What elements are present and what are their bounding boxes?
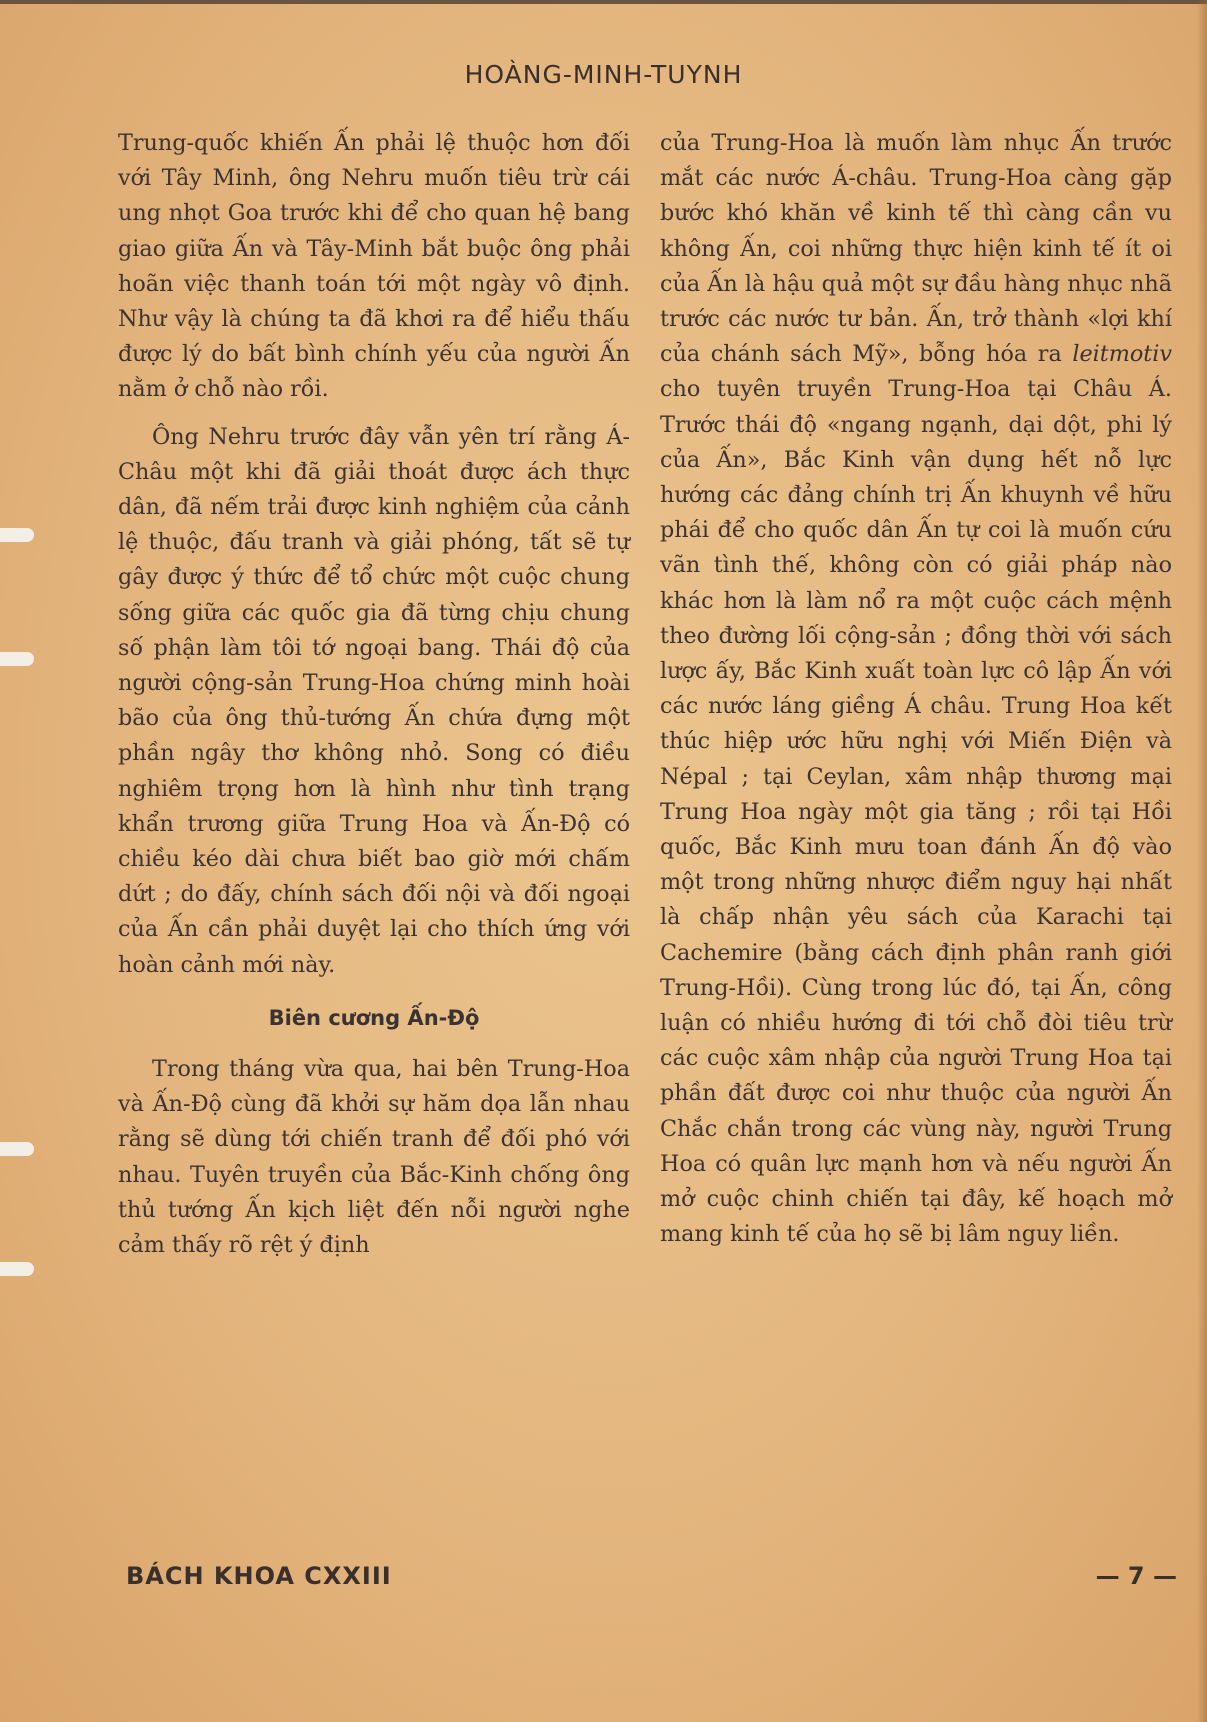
binding-hole (0, 528, 34, 542)
paragraph-text: của Trung-Hoa là muốn làm nhục Ấn trước mắt các nước Á-châu. Trung-Hoa càng gặp bước khó khăn về kinh tế thì càng cần vu không Ấn, coi những thực hiện kinh tế ít oi của Ấn là hậu quả một sự đầu hàng nhục nhã trước các nước tư bản. Ấn, trở thành «lợi khí của chánh sách Mỹ», bỗng hóa ra (660, 130, 1172, 368)
paragraph (660, 126, 1172, 1253)
left-column (118, 126, 630, 1263)
italic-term: leitmotiv (1072, 341, 1172, 368)
top-border-rule (0, 0, 1207, 4)
paragraph-text: cho tuyên truyền Trung-Hoa tại Châu Á. Trước thái độ «ngang ngạnh, dại dột, phi lý của Ấn», Bắc Kinh vận dụng hết nỗ lực hướng các đảng chính trị Ấn khuynh về hữu phái để cho quốc dân Ấn tự coi là muốn cứu vãn tình thế, không còn có giải pháp nào khác hơn là làm nổ ra một cuộc cách mệnh theo đường lối cộng-sản ; đồng thời với sách lược ấy, Bắc Kinh xuất toàn lực cô lập Ấn với các nước láng giềng Á châu. Trung Hoa kết thúc hiệp ước hữu nghị với Miến Điện và Népal ; tại Ceylan, xâm nhập thương mại Trung Hoa ngày một gia tăng ; rồi tại Hồi quốc, Bắc Kinh mưu toan đánh Ấn độ vào một trong những nhược điểm nguy hại nhất là chấp nhận yêu sách của Karachi tại Cachemire (bằng cách định phân ranh giới Trung-Hồi). Cùng trong lúc đó, tại Ấn, công luận có nhiều hướng đi tới chỗ đòi tiêu trừ các cuộc xâm nhập của người Trung Hoa tại phần đất được coi như thuộc của người Ấn Chắc chắn trong các vùng này, người Trung Hoa có quân lực mạnh hơn và nếu người Ấn mở cuộc chinh chiến tại đây, kế hoạch mở mang kinh tế của họ sẽ bị lâm nguy liền. (660, 376, 1172, 1248)
binding-hole (0, 652, 34, 666)
binding-hole (0, 1142, 34, 1156)
publication-footer: BÁCH KHOA CXXIII (126, 1562, 392, 1590)
page-edge-shadow (1197, 0, 1207, 1722)
paragraph: Trung-quốc khiến Ấn phải lệ thuộc hơn đối với Tây Minh, ông Nehru muốn tiêu trừ cái ung nhọt Goa trước khi để cho quan hệ bang giao giữa Ấn và Tây-Minh bắt buộc ông phải hoãn việc thanh toán tới một ngày vô định. Như vậy là chúng ta đã khơi ra để hiểu thấu được lý do bất bình chính yếu của người Ấn nằm ở chỗ nào rồi. (118, 130, 630, 403)
page-number: — 7 — (1095, 1562, 1177, 1590)
binding-hole (0, 1262, 34, 1276)
running-header: HOÀNG-MINH-TUYNH (464, 60, 743, 89)
section-subheading: Biên cương Ấn-Độ (268, 1005, 480, 1030)
paragraph: Trong tháng vừa qua, hai bên Trung-Hoa và Ấn-Độ cùng đã khởi sự hăm dọa lẫn nhau rằng sẽ dùng tới chiến tranh để đối phó với nhau. Tuyên truyền của Bắc-Kinh chống ông thủ tướng Ấn kịch liệt đến nỗi người nghe cảm thấy rõ rệt ý định (118, 1056, 630, 1259)
paragraph: Ông Nehru trước đây vẫn yên trí rằng Á-Châu một khi đã giải thoát được ách thực dân, đã nếm trải được kinh nghiệm của cảnh lệ thuộc, đấu tranh và giải phóng, tất sẽ tự gây được ý thức để tổ chức một cuộc chung sống giữa các quốc gia đã từng chịu chung số phận làm tôi tớ ngoại bang. Thái độ của người cộng-sản Trung-Hoa chứng minh hoài bão của ông thủ-tướng Ấn chứa đựng một phần ngây thơ không nhỏ. Song có điều nghiêm trọng hơn là hình như tình trạng khẩn trương giữa Trung Hoa và Ấn-Độ có chiều kéo dài chưa biết bao giờ mới chấm dứt ; do đấy, chính sách đối nội và đối ngoại của Ấn cần phải duyệt lại cho thích ứng với hoàn cảnh mới này. (118, 423, 630, 978)
right-column (660, 126, 1172, 1253)
